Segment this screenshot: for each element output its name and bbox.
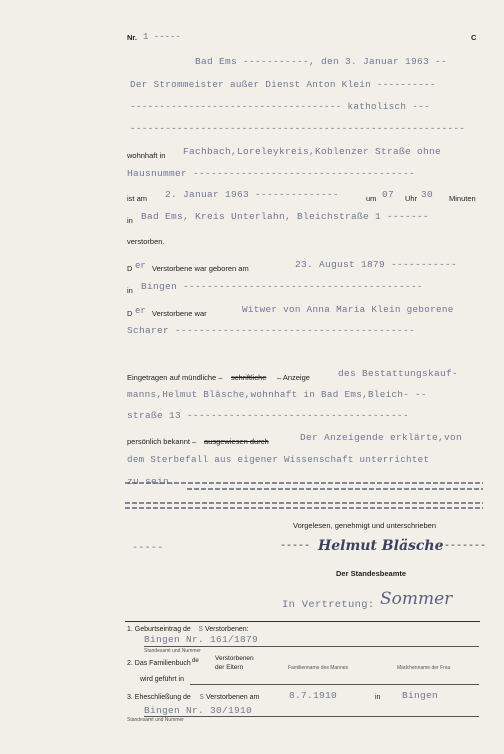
born-er: er <box>135 261 146 271</box>
minuten-label: Minuten <box>449 194 476 203</box>
declaration-value: Der Anzeigende erklärte,von <box>300 432 463 443</box>
footer-item3-fill: s <box>199 692 205 702</box>
religion-line: ------------------------------------ katholisch --- <box>130 101 430 112</box>
um-label: um <box>366 194 377 203</box>
item2-rule <box>190 684 479 685</box>
status-label: Verstorbene war <box>152 309 207 318</box>
item1-caption: Standesamt und Nummer <box>144 648 201 654</box>
blank-line: --------------------------------------------------------- <box>130 123 466 134</box>
status-d: D <box>127 309 133 318</box>
vorgelesen-text: Vorgelesen, genehmigt und unterschrieben <box>293 521 437 530</box>
footer-item2-eltern: der Eltern <box>215 664 244 671</box>
declaration-line3: zu sein. <box>127 476 176 487</box>
wohnhaft-label: wohnhaft in <box>127 151 166 160</box>
informant-value: des Bestattungskauf- <box>338 368 459 379</box>
informant-line3: straße 13 ------------------------------------- <box>127 410 410 421</box>
footer-item2-wird: wird geführt in <box>140 676 184 683</box>
sig-dash-left: ----- <box>280 541 311 552</box>
footer-rule <box>125 621 480 622</box>
marriage-register-value: Bingen Nr. 30/1910 <box>144 705 253 716</box>
item3-rule <box>144 716 479 717</box>
footer-item2-cap-mann: Familienname des Mannes <box>288 665 349 671</box>
death-hour: 07 <box>382 189 395 200</box>
footer-item2-cap-frau: Mädchenname der Frau <box>397 665 451 671</box>
marriage-date: 8.7.1910 <box>289 690 338 701</box>
ist-am-label: ist am <box>127 194 148 203</box>
hausnummer-line: Hausnummer ------------------------------------- <box>127 168 416 179</box>
born-d: D <box>127 264 133 273</box>
eingetragen-struck: schriftliche <box>231 373 267 382</box>
status-er: er <box>135 306 146 316</box>
footer-item1-rest: Verstorbenen: <box>205 626 249 633</box>
bekannt-struck: ausgewiesen durch <box>204 437 269 446</box>
footer-item3-rest: Verstorbenen am <box>206 694 260 701</box>
born-in-label: in <box>127 286 133 295</box>
uhr-label: Uhr <box>405 194 418 203</box>
informant-line2: manns,Helmut Bläsche,wohnhaft in Bad Ems,Bleich- -- <box>127 389 427 400</box>
verstorben-label: verstorben. <box>127 237 165 246</box>
birth-place: Bingen ---------------------------------------- <box>141 281 424 292</box>
marriage-place: Bingen <box>402 690 439 701</box>
footer-item2-label: 2. Das Familienbuch <box>127 660 191 667</box>
entry-number: 1 ----- <box>143 32 181 42</box>
birth-register-value: Bingen Nr. 161/1879 <box>144 634 259 645</box>
item3-caption: Standesamt und Nummer <box>127 717 184 723</box>
footer-item2-de: de <box>192 658 199 664</box>
sig-dash-right: -------- <box>438 541 487 552</box>
place-of-death: Bad Ems, Kreis Unterlahn, Bleichstraße 1 ------- <box>141 211 430 222</box>
death-date: 2. Januar 1963 -------------- <box>165 189 340 200</box>
residence-value: Fachbach,Loreleykreis,Koblenzer Straße ohne <box>183 146 442 157</box>
marital-status-cont: Scharer ---------------------------------------- <box>127 325 416 336</box>
informant-signature: Helmut Bläsche <box>318 538 444 554</box>
birth-date: 23. August 1879 ----------- <box>295 259 458 270</box>
official-signature: Sommer <box>380 589 453 609</box>
footer-item2-verstorbenen: Verstorbenen <box>215 655 254 662</box>
eingetragen-anzeige: – Anzeige <box>277 373 310 382</box>
footer-item3-in: in <box>375 694 381 701</box>
footer-item3-label: 3. Eheschließung de <box>127 694 191 701</box>
corner-mark: C <box>471 33 477 42</box>
item1-rule <box>144 646 479 647</box>
left-dashes: ----- <box>132 543 164 554</box>
bekannt-label: persönlich bekannt – <box>127 437 197 446</box>
in-vertretung: In Vertretung: <box>282 599 375 611</box>
deceased-name-line: Der Strommeister außer Dienst Anton Klein ---------- <box>130 79 436 90</box>
death-minute: 30 <box>421 189 434 200</box>
place-date-line: Bad Ems -----------, den 3. Januar 1963 -- <box>195 56 448 67</box>
footer-item1-label: 1. Geburtseintrag de <box>127 626 191 633</box>
marital-status: Witwer von Anna Maria Klein geborene <box>242 304 454 315</box>
standesbeamte-label: Der Standesbeamte <box>336 569 407 578</box>
fill-strike-lines <box>125 478 485 518</box>
eingetragen-label: Eingetragen auf mündliche – <box>127 373 223 382</box>
born-label: Verstorbene war geboren am <box>152 264 249 273</box>
nr-label: Nr. <box>127 33 138 42</box>
in-label: in <box>127 216 133 225</box>
footer-item1-fill: s <box>198 624 204 634</box>
declaration-line2: dem Sterbefall aus eigener Wissenschaft unterrichtet <box>127 454 430 465</box>
